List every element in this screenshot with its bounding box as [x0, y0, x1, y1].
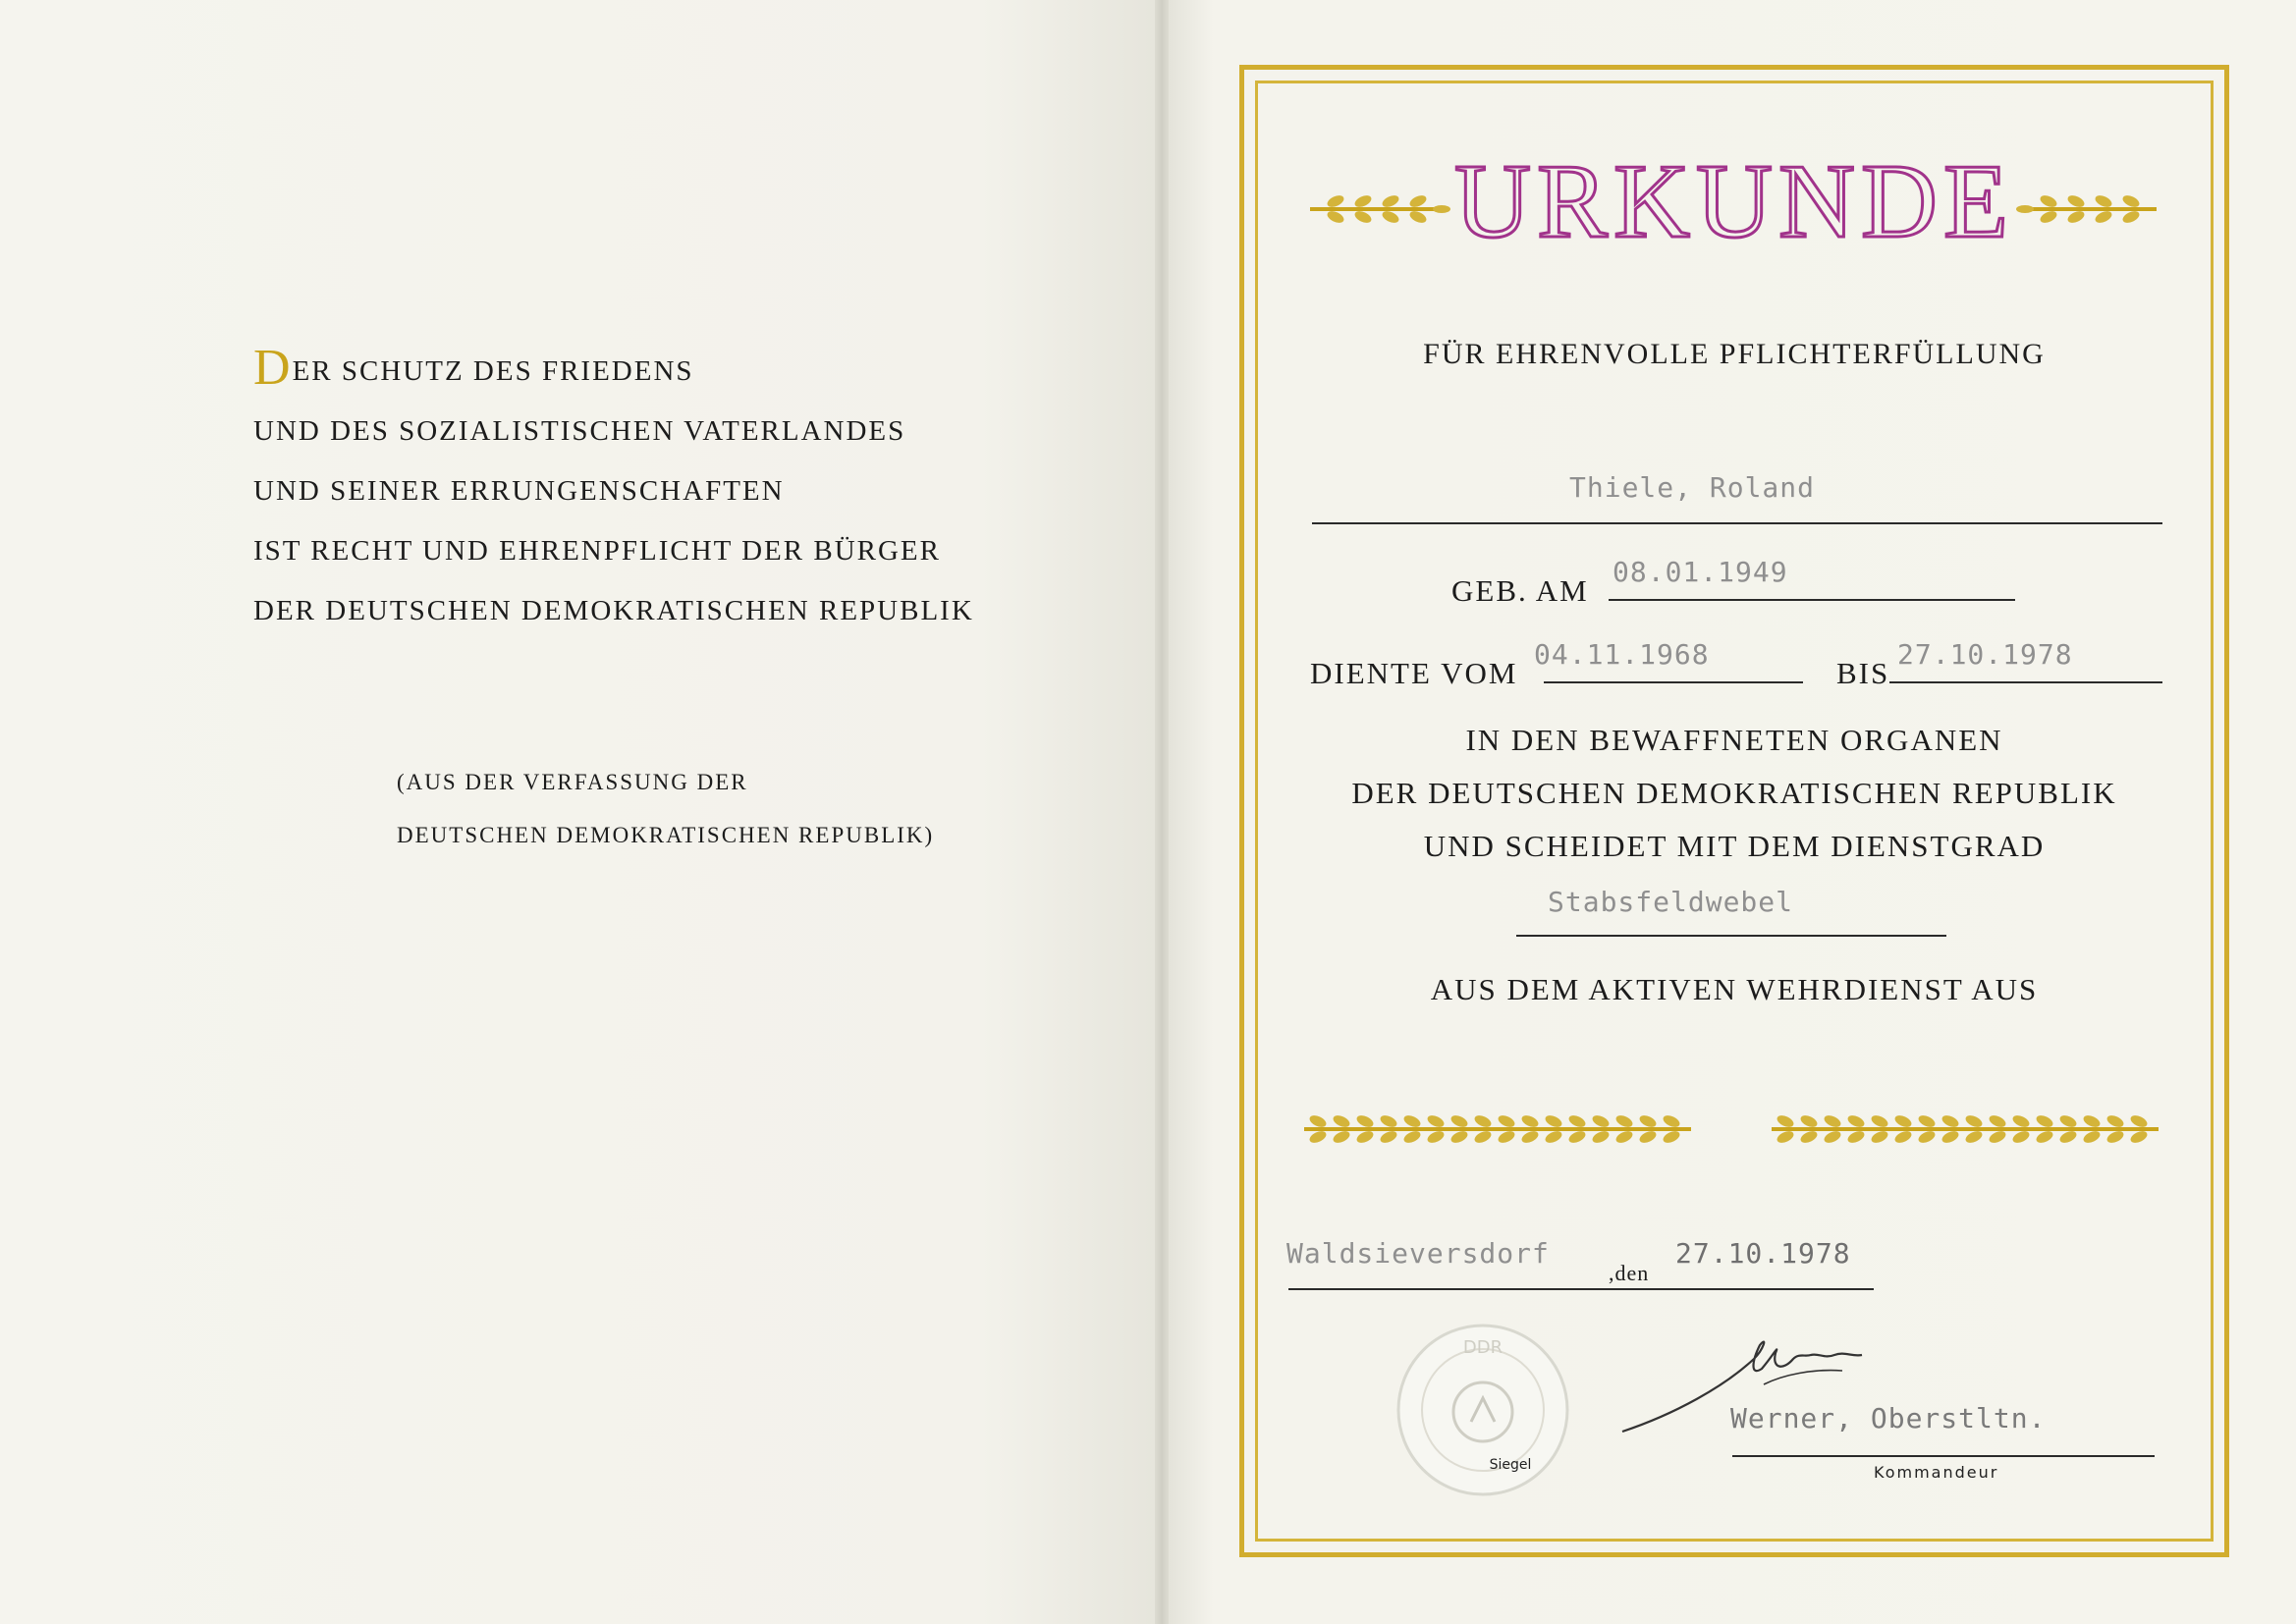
laurel-leaf [1308, 1113, 1329, 1130]
organ-line: UND SCHEIDET MIT DEM DIENSTGRAD [1423, 829, 2046, 863]
laurel-leaf [1638, 1129, 1659, 1146]
embossed-seal-icon [1393, 1320, 1573, 1500]
seal-label: Siegel [1489, 1457, 1532, 1473]
laurel-leaf [1426, 1113, 1447, 1130]
laurel-leaf [1823, 1113, 1843, 1130]
laurel-leaf [2011, 1113, 2032, 1130]
laurel-leaf [2105, 1129, 2126, 1146]
laurel-leaf [1308, 1129, 1329, 1146]
laurel-leaf [1355, 1129, 1376, 1146]
laurel-leaf [1823, 1129, 1843, 1146]
laurel-leaf [1332, 1113, 1352, 1130]
laurel-leaf [1799, 1129, 1820, 1146]
laurel-leaf [2082, 1129, 2103, 1146]
laurel-band-left-icon [1302, 1110, 1693, 1149]
name-rule [1312, 522, 2162, 524]
quote-line: IST RECHT UND EHRENPFLICHT DER BÜRGER [253, 535, 941, 567]
laurel-leaf [1846, 1129, 1867, 1146]
den-label: ,den [1609, 1261, 1650, 1285]
signer-role: Kommandeur [1874, 1463, 1999, 1482]
laurel-leaf [1473, 1129, 1494, 1146]
laurel-leaf [1402, 1113, 1423, 1130]
issue-date: 27.10.1978 [1675, 1237, 1851, 1270]
source-line: DEUTSCHEN DEMOKRATISCHEN REPUBLIK) [397, 823, 935, 847]
laurel-leaf [1662, 1129, 1682, 1146]
organ-line: IN DEN BEWAFFNETEN ORGANEN [1465, 723, 2003, 757]
laurel-leaf [1893, 1129, 1914, 1146]
laurel-leaf [1776, 1129, 1796, 1146]
laurel-leaf [1379, 1129, 1399, 1146]
birth-label: GEB. AM [1451, 573, 1589, 608]
laurel-band-right-icon [1770, 1110, 2160, 1149]
laurel-leaf [1964, 1113, 1985, 1130]
laurel-leaf [1870, 1113, 1890, 1130]
laurel-leaf [1520, 1129, 1541, 1146]
laurel-leaf [2129, 1129, 2150, 1146]
laurel-leaf [1567, 1129, 1588, 1146]
laurel-leaf [2129, 1113, 2150, 1130]
signer-name: Werner, Oberstltn. [1730, 1402, 2047, 1435]
laurel-leaf [2011, 1129, 2032, 1146]
quote-line: DER DEUTSCHEN DEMOKRATISCHEN REPUBLIK [253, 595, 974, 626]
laurel-leaf [1638, 1113, 1659, 1130]
quote-line: UND SEINER ERRUNGENSCHAFTEN [253, 475, 785, 507]
quote-source [397, 756, 934, 862]
laurel-leaf [1426, 1129, 1447, 1146]
laurel-leaf [1449, 1113, 1470, 1130]
quote-initial: D [253, 340, 293, 396]
served-from-date: 04.11.1968 [1534, 638, 1710, 671]
organ-line: DER DEUTSCHEN DEMOKRATISCHEN REPUBLIK [1351, 776, 2117, 810]
laurel-leaf [1893, 1113, 1914, 1130]
laurel-leaf [1614, 1129, 1635, 1146]
rank-rule [1516, 935, 1946, 937]
laurel-leaf [1591, 1129, 1612, 1146]
source-line: (AUS DER VERFASSUNG DER [397, 770, 748, 794]
quote-line: DER SCHUTZ DES FRIEDENS [253, 340, 694, 396]
laurel-leaf [1449, 1129, 1470, 1146]
laurel-leaf [1776, 1113, 1796, 1130]
laurel-leaf [1846, 1113, 1867, 1130]
laurel-leaf [1591, 1113, 1612, 1130]
certificate-title: URKUNDE [1454, 143, 2014, 260]
laurel-leaf [1917, 1129, 1938, 1146]
constitution-quote [253, 342, 974, 641]
laurel-leaf [1520, 1113, 1541, 1130]
laurel-leaf [1870, 1129, 1890, 1146]
laurel-leaf [1332, 1129, 1352, 1146]
birth-rule [1609, 599, 2015, 601]
served-to-label: BIS [1836, 656, 1890, 690]
birth-date: 08.01.1949 [1613, 556, 1788, 588]
laurel-leaf [1402, 1129, 1423, 1146]
place-date-rule [1288, 1288, 1874, 1290]
laurel-leaf [1799, 1113, 1820, 1130]
laurel-leaf [1964, 1129, 1985, 1146]
laurel-leaf [1614, 1113, 1635, 1130]
laurel-leaf [1567, 1113, 1588, 1130]
certificate-subtitle: FÜR EHRENVOLLE PFLICHTERFÜLLUNG [1423, 338, 2046, 370]
laurel-leaf [1544, 1113, 1564, 1130]
laurel-leaf [2082, 1113, 2103, 1130]
signature-rule [1732, 1455, 2155, 1457]
laurel-leaf [1988, 1129, 2008, 1146]
served-from-label: DIENTE VOM [1310, 656, 1518, 690]
quote-line: UND DES SOZIALISTISCHEN VATERLANDES [253, 415, 906, 447]
page-fold [1155, 0, 1169, 1624]
seal-text-top: DDR [1462, 1337, 1503, 1358]
laurel-leaf [1473, 1113, 1494, 1130]
laurel-leaf [1544, 1129, 1564, 1146]
laurel-leaf [2058, 1113, 2079, 1130]
laurel-leaf [2058, 1129, 2079, 1146]
laurel-leaf [2105, 1113, 2126, 1130]
laurel-leaf [1497, 1129, 1517, 1146]
served-to-rule [1889, 681, 2162, 683]
recipient-name: Thiele, Roland [1569, 471, 1816, 504]
served-from-rule [1544, 681, 1803, 683]
closing-line: AUS DEM AKTIVEN WEHRDIENST AUS [1430, 972, 2039, 1006]
laurel-leaf [1941, 1113, 1961, 1130]
issue-place: Waldsieversdorf [1286, 1237, 1550, 1270]
laurel-leaf [1941, 1129, 1961, 1146]
rank: Stabsfeldwebel [1548, 886, 1794, 918]
laurel-leaf [1379, 1113, 1399, 1130]
laurel-leaf [1662, 1113, 1682, 1130]
laurel-leaf [1988, 1113, 2008, 1130]
laurel-leaf [1355, 1113, 1376, 1130]
laurel-leaf [2035, 1129, 2055, 1146]
laurel-leaf [1917, 1113, 1938, 1130]
served-to-date: 27.10.1978 [1897, 638, 2073, 671]
laurel-leaf [1497, 1113, 1517, 1130]
laurel-leaf [2035, 1113, 2055, 1130]
